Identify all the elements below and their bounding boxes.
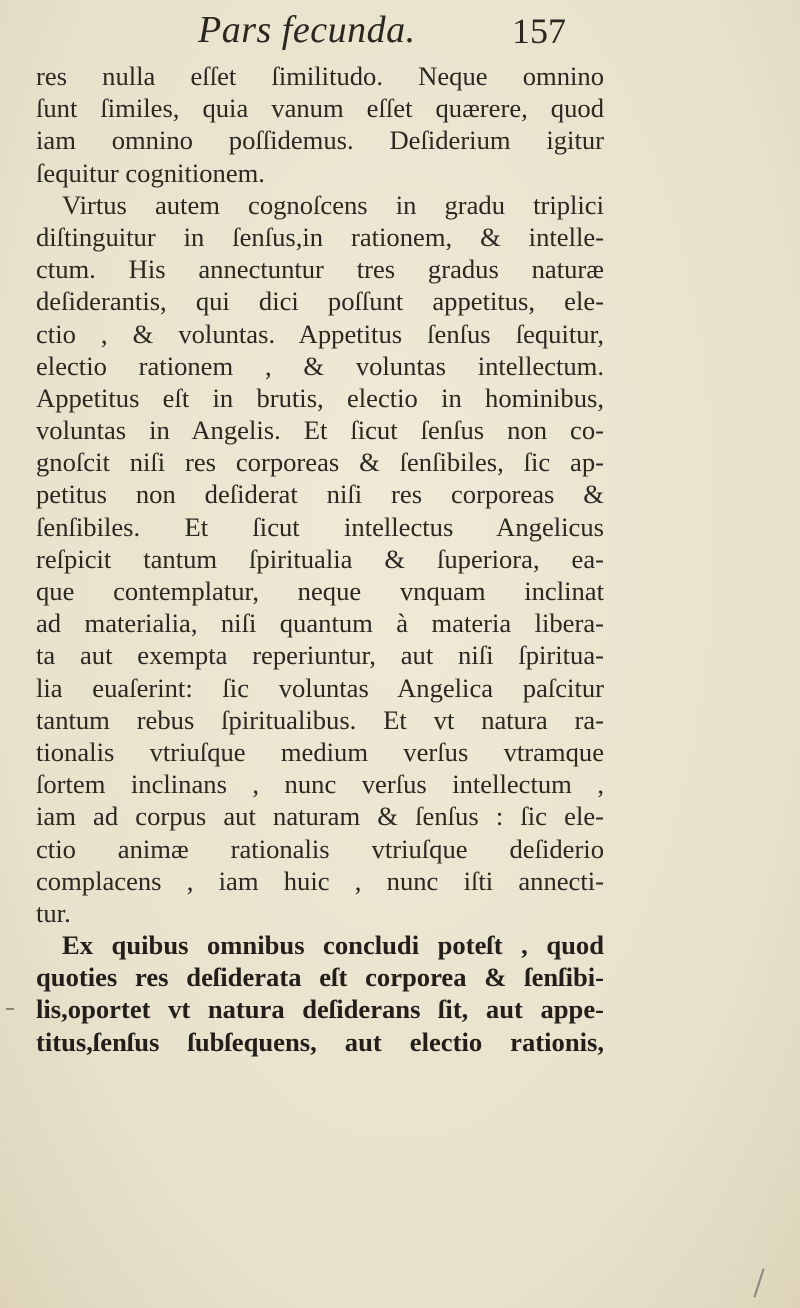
margin-pencil-mark	[753, 1268, 764, 1297]
text-line: ſunt ſimiles, quia vanum eſſet quærere, quod	[36, 93, 604, 124]
text-line: ad materialia, niſi quantum à materia libera-	[36, 608, 604, 639]
text-line: ctum. His annectuntur tres gradus naturæ	[36, 254, 604, 285]
paragraph-start-line: Virtus autem cognoſcens in gradu triplici	[62, 189, 604, 220]
text-line: Appetitus eſt in brutis, electio in hominibus,	[36, 382, 604, 413]
text-line: reſpicit tantum ſpiritualia & ſuperiora, ea-	[36, 543, 604, 574]
text-line: complacens , iam huic , nunc iſti annecti-	[36, 865, 604, 896]
text-line: lia euaſerint: ſic voluntas Angelica paſcitur	[36, 672, 604, 703]
text-line: voluntas in Angelis. Et ſicut ſenſus non co-	[36, 415, 604, 446]
running-head: Pars fecunda.	[198, 9, 416, 51]
text-line: titus,ſenſus ſubſequens, aut electio rationis,	[36, 1026, 604, 1057]
text-line: ctio , & voluntas. Appetitus ſenſus ſequitur,	[36, 318, 604, 349]
paragraph-start-line: Ex quibus omnibus concludi poteſt , quod	[62, 930, 604, 961]
margin-tick-mark	[6, 1008, 14, 1010]
text-line: ſortem inclinans , nunc verſus intellectum ,	[36, 769, 604, 800]
text-line: electio rationem , & voluntas intellectum.	[36, 350, 604, 381]
text-line: ctio animæ rationalis vtriuſque deſiderio	[36, 833, 604, 864]
text-line: gnoſcit niſi res corporeas & ſenſibiles, ſic ap-	[36, 447, 604, 478]
text-line: ta aut exempta reperiuntur, aut niſi ſpiritua-	[36, 640, 604, 671]
text-line: deſiderantis, qui dici poſſunt appetitus, ele-	[36, 286, 604, 317]
text-line: iam omnino poſſidemus. Deſiderium igitur	[36, 125, 604, 156]
page-header	[0, 6, 800, 56]
text-line: ſenſibiles. Et ſicut intellectus Angelicus	[36, 511, 604, 542]
text-line: tantum rebus ſpiritualibus. Et vt natura ra-	[36, 704, 604, 735]
text-line: ſequitur cognitionem.	[36, 157, 265, 188]
text-line: iam ad corpus aut naturam & ſenſus : ſic ele-	[36, 801, 604, 832]
text-line: diſtinguitur in ſenſus,in rationem, & intelle-	[36, 221, 604, 252]
text-line: lis,oportet vt natura deſiderans ſit, aut appe-	[36, 994, 604, 1025]
text-line: petitus non deſiderat niſi res corporeas &	[36, 479, 604, 510]
text-line: tionalis vtriuſque medium verſus vtramque	[36, 736, 604, 767]
text-line: res nulla eſſet ſimilitudo. Neque omnino	[36, 61, 604, 91]
body-text	[36, 60, 604, 1058]
text-line: que contemplatur, neque vnquam inclinat	[36, 576, 604, 606]
page-number: 157	[512, 11, 566, 51]
text-line: tur.	[36, 897, 71, 928]
text-line: quoties res deſiderata eſt corporea & ſenſibi-	[36, 962, 604, 993]
